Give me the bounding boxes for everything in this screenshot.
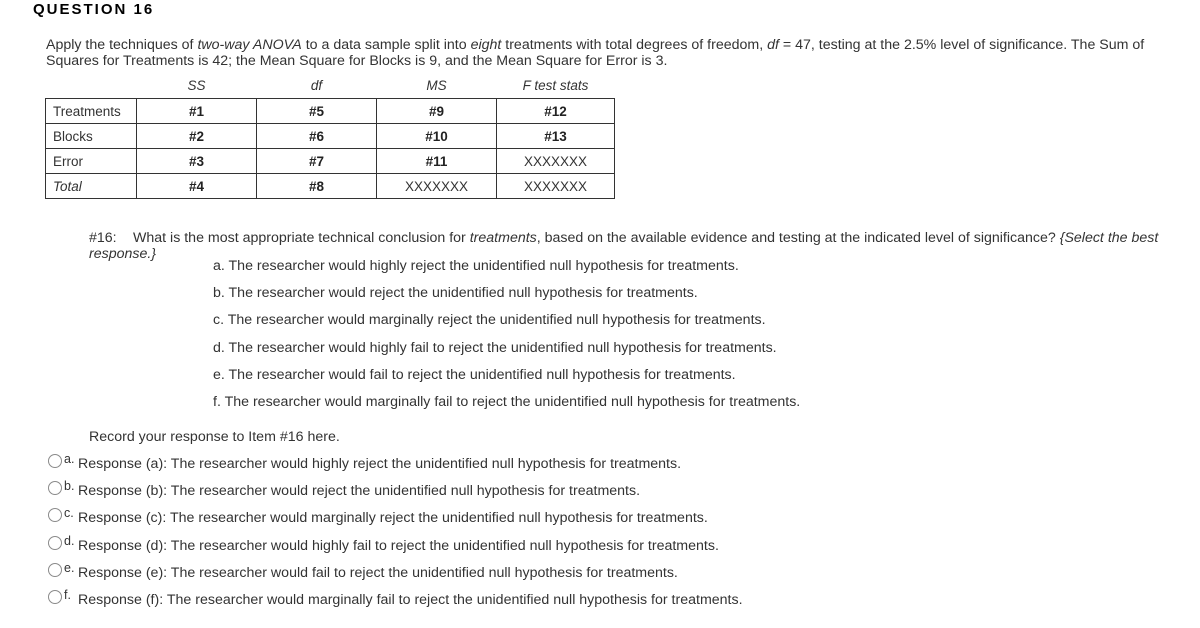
table-cell: #10 [377,124,497,149]
option-letter: d. [64,533,75,548]
intro-text-6: df [767,37,779,53]
option-label[interactable]: Response (d): The researcher would highly fail to reject the unidentified null hypothesis for treatments. [78,537,719,554]
option-letter: a. [64,452,75,466]
anova-header-df: df [310,78,323,93]
table-cell: #8 [257,174,377,199]
record-prompt: Record your response to Item #16 here. [89,429,340,445]
item-text-2: treatments [469,230,537,246]
choice-list [213,258,800,421]
item-text-1: What is the most appropriate technical conclusion for [133,230,470,246]
anova-header-row [46,73,615,99]
choice-d: d. The researcher would highly fail to reject the unidentified null hypothesis for treatments. [213,339,777,356]
radio-button-a[interactable] [48,454,62,468]
table-cell: #5 [257,99,377,124]
radio-button-c[interactable] [48,508,62,522]
question-intro [46,37,1186,69]
anova-table [45,73,615,199]
anova-header-ms: MS [426,78,447,93]
table-cell: #4 [137,174,257,199]
radio-button-e[interactable] [48,563,62,577]
option-letter: b. [64,479,75,494]
row-label-blocks: Blocks [46,124,137,149]
choice-e: e. The researcher would fail to reject the unidentified null hypothesis for treatments. [213,366,736,383]
table-cell: #7 [257,149,377,174]
intro-text-4: eight [470,37,502,53]
option-label[interactable]: Response (b): The researcher would reject the unidentified null hypothesis for treatments. [78,483,641,500]
option-label[interactable]: Response (a): The researcher would highly reject the unidentified null hypothesis for treatments. [78,456,682,472]
row-label-total: Total [46,174,137,199]
item-number: #16: [89,230,117,246]
table-row [46,124,615,149]
anova-header-blank [46,73,137,99]
option-letter: e. [64,560,75,575]
radio-button-b[interactable] [48,481,62,495]
table-cell: #6 [257,124,377,149]
option-letter: c. [64,506,74,521]
item-text-4: {Select the best response.} [89,230,1159,262]
question-header: QUESTION 16 [33,1,155,18]
intro-text-3: to a data sample split into [301,37,471,53]
table-cell-masked: XXXXXXX [497,149,615,174]
table-cell-masked: XXXXXXX [377,174,497,199]
option-label[interactable]: Response (c): The researcher would marginally reject the unidentified null hypothesis for treatments. [78,510,708,527]
table-cell: #3 [137,149,257,174]
item-text-3: , based on the available evidence and testing at the indicated level of significance? [536,230,1060,246]
anova-header-f: F test stats [522,78,589,93]
radio-button-d[interactable] [48,536,62,550]
table-cell: #13 [497,124,615,149]
row-label-error: Error [46,149,137,174]
table-row [46,174,615,199]
intro-text-1: Apply the techniques of [46,37,198,53]
intro-text-5: treatments with total degrees of freedom, [501,37,768,53]
choice-b: b. The researcher would reject the unidentified null hypothesis for treatments. [213,285,698,302]
option-label[interactable]: Response (f): The researcher would marginally fail to reject the unidentified null hypothesis for treatments. [78,591,743,608]
table-cell-masked: XXXXXXX [497,174,615,199]
anova-header-ss: SS [187,78,206,93]
table-cell: #9 [377,99,497,124]
choice-c: c. The researcher would marginally reject the unidentified null hypothesis for treatments. [213,312,766,329]
row-label-treatments: Treatments [46,99,137,124]
intro-text-7: = 47, testing at the 2.5% level of significance. The Sum of Squares for Treatments is 42; the Mean Square for Blocks is 9, and the Mean Square for Error is 3. [46,37,1145,69]
table-cell: #2 [137,124,257,149]
table-row [46,99,615,124]
table-cell: #12 [497,99,615,124]
table-cell: #1 [137,99,257,124]
radio-button-f[interactable] [48,590,62,604]
table-cell: #11 [377,149,497,174]
choice-f: f. The researcher would marginally fail to reject the unidentified null hypothesis for treatments. [213,393,801,410]
option-label[interactable]: Response (e): The researcher would fail to reject the unidentified null hypothesis for treatments. [78,564,678,581]
table-row [46,149,615,174]
intro-text-2: two-way ANOVA [197,37,302,53]
choice-a: a. The researcher would highly reject the unidentified null hypothesis for treatments. [213,258,739,274]
option-letter: f. [64,587,71,602]
